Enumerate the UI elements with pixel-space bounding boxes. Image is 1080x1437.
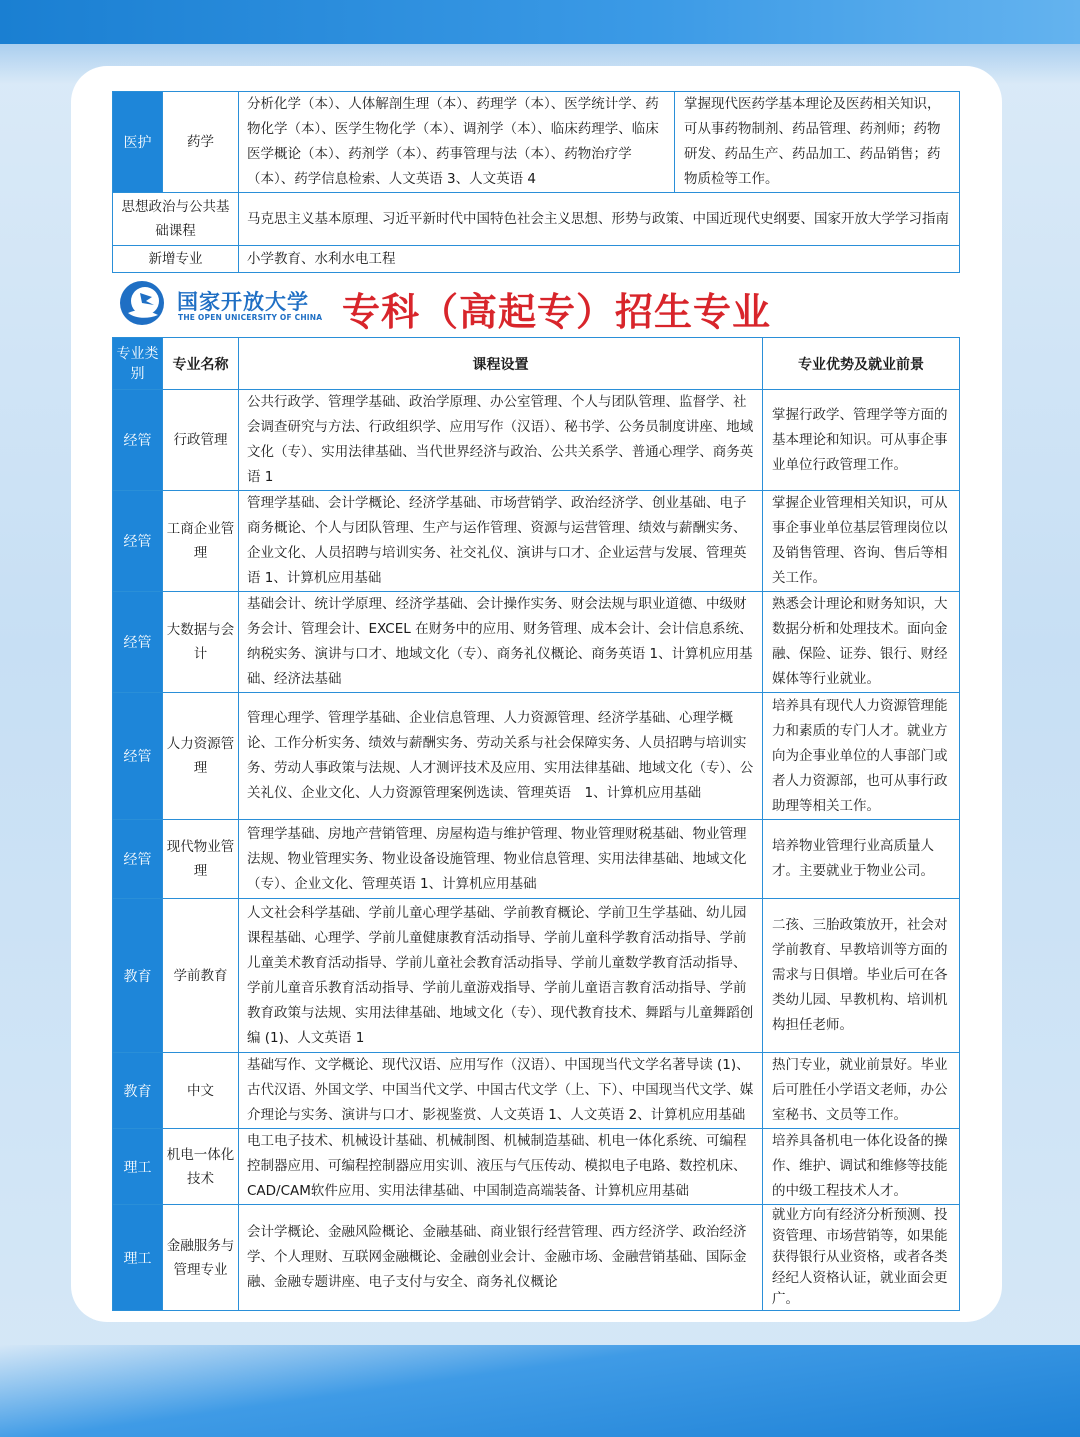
header-prospects: 专业优势及就业前景 — [763, 338, 960, 390]
public-courses-cell: 马克思主义基本原理、习近平新时代中国特色社会主义思想、形势与政策、中国近现代史纲要、国家开放大学学习指南 — [239, 193, 960, 246]
bottom-color-band — [0, 1345, 1080, 1437]
table-row — [113, 390, 960, 491]
courses-cell: 会计学概论、金融风险概论、金融基础、商业银行经营管理、西方经济学、政治经济学、个人理财、互联网金融概论、金融创业会计、金融市场、金融营销基础、国际金融、金融专题讲座、电子支付与安全、商务礼仪概论 — [239, 1205, 763, 1311]
header-courses: 课程设置 — [239, 338, 763, 390]
category-cell: 医护 — [113, 92, 163, 193]
category-cell: 经管 — [113, 491, 163, 592]
table-row — [113, 592, 960, 693]
logo-university-name: 国家开放大学 — [177, 290, 309, 314]
header-category: 专业类别 — [113, 338, 163, 390]
major-name-cell: 工商企业管理 — [163, 491, 239, 592]
table-row — [113, 693, 960, 820]
logo-english-name: THE OPEN UNICERSITY OF CHINA — [178, 313, 323, 322]
category-cell: 经管 — [113, 390, 163, 491]
courses-cell: 电工电子技术、机械设计基础、机械制图、机械制造基础、机电一体化系统、可编程控制器应用、可编程控制器应用实训、液压与气压传动、模拟电子电路、数控机床、CAD/CAM软件应用、实用法律基础、中国制造高端装备、计算机应用基础 — [239, 1129, 763, 1205]
prospects-cell: 二孩、三胎政策放开，社会对学前教育、早教培训等方面的需求与日俱增。毕业后可在各类幼儿园、早教机构、培训机构担任老师。 — [763, 899, 960, 1053]
section-heading — [112, 279, 959, 335]
category-cell: 经管 — [113, 820, 163, 899]
courses-cell: 基础会计、统计学原理、经济学基础、会计操作实务、财会法规与职业道德、中级财务会计、管理会计、EXCEL 在财务中的应用、财务管理、成本会计、会计信息系统、纳税实务、演讲与口才、地域文化（专）、商务礼仪概论、商务英语 1、计算机应用基础、经济法基础 — [239, 592, 763, 693]
majors-table — [112, 337, 960, 1311]
prospects-cell: 热门专业，就业前景好。毕业后可胜任小学语文老师，办公室秘书、文员等工作。 — [763, 1053, 960, 1129]
major-name-cell: 大数据与会计 — [163, 592, 239, 693]
category-cell: 理工 — [113, 1129, 163, 1205]
new-majors-cell: 小学教育、水利水电工程 — [239, 246, 960, 273]
prospects-cell: 培养物业管理行业高质量人才。主要就业于物业公司。 — [763, 820, 960, 899]
category-cell: 教育 — [113, 899, 163, 1053]
category-cell: 经管 — [113, 693, 163, 820]
major-name-cell: 机电一体化技术 — [163, 1129, 239, 1205]
major-name-cell: 学前教育 — [163, 899, 239, 1053]
courses-cell: 管理学基础、房地产营销管理、房屋构造与维护管理、物业管理财税基础、物业管理法规、物业管理实务、物业设备设施管理、物业信息管理、实用法律基础、地域文化（专）、企业文化、管理英语 1、计算机应用基础 — [239, 820, 763, 899]
header-name: 专业名称 — [163, 338, 239, 390]
category-cell: 经管 — [113, 592, 163, 693]
prospects-cell: 培养具有现代人力资源管理能力和素质的专门人才。就业方向为企事业单位的人事部门或者人力资源部，也可从事行政助理等相关工作。 — [763, 693, 960, 820]
courses-cell: 管理心理学、管理学基础、企业信息管理、人力资源管理、经济学基础、心理学概论、工作分析实务、绩效与薪酬实务、劳动关系与社会保障实务、人员招聘与培训实务、劳动人事政策与法规、人才测评技术及应用、实用法律基础、地域文化（专）、公关礼仪、企业文化、人力资源管理案例选读、管理英语 1、计算机应用基础 — [239, 693, 763, 820]
table-row — [113, 899, 960, 1053]
courses-cell: 分析化学（本）、人体解剖生理（本）、药理学（本）、医学统计学、药物化学（本）、医学生物化学（本）、调剂学（本）、临床药理学、临床医学概论（本）、药剂学（本）、药事管理与法（本）、药物治疗学（本）、药学信息检索、人文英语 3、人文英语 4 — [239, 92, 675, 193]
table-row — [113, 1129, 960, 1205]
major-name-cell: 金融服务与管理专业 — [163, 1205, 239, 1311]
table-row — [113, 246, 960, 273]
table-header-row — [113, 338, 960, 390]
category-cell: 理工 — [113, 1205, 163, 1311]
table-row — [113, 193, 960, 246]
prospects-cell: 掌握现代医药学基本理论及医药相关知识，可从事药物制剂、药品管理、药剂师；药物研发、药品生产、药品加工、药品销售；药物质检等工作。 — [675, 92, 960, 193]
public-courses-label: 思想政治与公共基础课程 — [113, 193, 239, 246]
university-logo-icon — [118, 279, 166, 327]
prospects-cell: 培养具备机电一体化设备的操作、维护、调试和维修等技能的中级工程技术人才。 — [763, 1129, 960, 1205]
major-name-cell: 药学 — [163, 92, 239, 193]
prospects-cell: 掌握企业管理相关知识，可从事企事业单位基层管理岗位以及销售管理、咨询、售后等相关工作。 — [763, 491, 960, 592]
courses-cell: 公共行政学、管理学基础、政治学原理、办公室管理、个人与团队管理、监督学、社会调查研究与方法、行政组织学、应用写作（汉语）、秘书学、公务员制度讲座、地域文化（专）、实用法律基础、当代世界经济与政治、公共关系学、普通心理学、商务英语 1 — [239, 390, 763, 491]
table-row — [113, 1205, 960, 1311]
continued-majors-table — [112, 91, 960, 273]
table-row — [113, 820, 960, 899]
courses-cell: 管理学基础、会计学概论、经济学基础、市场营销学、政治经济学、创业基础、电子商务概论、个人与团队管理、生产与运作管理、资源与运营管理、绩效与薪酬实务、企业文化、人员招聘与培训实务、社交礼仪、演讲与口才、企业运营与发展、管理英语 1、计算机应用基础 — [239, 491, 763, 592]
table-row — [113, 92, 960, 193]
major-name-cell: 中文 — [163, 1053, 239, 1129]
top-color-band — [0, 0, 1080, 44]
major-name-cell: 人力资源管理 — [163, 693, 239, 820]
prospects-cell: 熟悉会计理论和财务知识，大数据分析和处理技术。面向金融、保险、证券、银行、财经媒体等行业就业。 — [763, 592, 960, 693]
new-majors-label: 新增专业 — [113, 246, 239, 273]
page-title: 专科（高起专）招生专业 — [342, 290, 772, 334]
major-name-cell: 现代物业管理 — [163, 820, 239, 899]
category-cell: 教育 — [113, 1053, 163, 1129]
prospects-cell: 就业方向有经济分析预测、投资管理、市场营销等，如果能获得银行从业资格，或者各类经纪人资格认证，就业面会更广。 — [763, 1205, 960, 1311]
prospects-cell: 掌握行政学、管理学等方面的基本理论和知识。可从事企事业单位行政管理工作。 — [763, 390, 960, 491]
table-row — [113, 491, 960, 592]
table-row — [113, 1053, 960, 1129]
major-name-cell: 行政管理 — [163, 390, 239, 491]
courses-cell: 基础写作、文学概论、现代汉语、应用写作（汉语）、中国现当代文学名著导读 (1)、古代汉语、外国文学、中国当代文学、中国古代文学（上、下）、中国现当代文学、媒介理论与实务、演讲与口才、影视鉴赏、人文英语 1、人文英语 2、计算机应用基础 — [239, 1053, 763, 1129]
courses-cell: 人文社会科学基础、学前儿童心理学基础、学前教育概论、学前卫生学基础、幼儿园课程基础、心理学、学前儿童健康教育活动指导、学前儿童科学教育活动指导、学前儿童美术教育活动指导、学前儿童社会教育活动指导、学前儿童数学教育活动指导、学前儿童音乐教育活动指导、学前儿童游戏指导、学前儿童语言教育活动指导、学前教育政策与法规、实用法律基础、地域文化（专）、现代教育技术、舞蹈与儿童舞蹈创编 (1)、人文英语 1 — [239, 899, 763, 1053]
